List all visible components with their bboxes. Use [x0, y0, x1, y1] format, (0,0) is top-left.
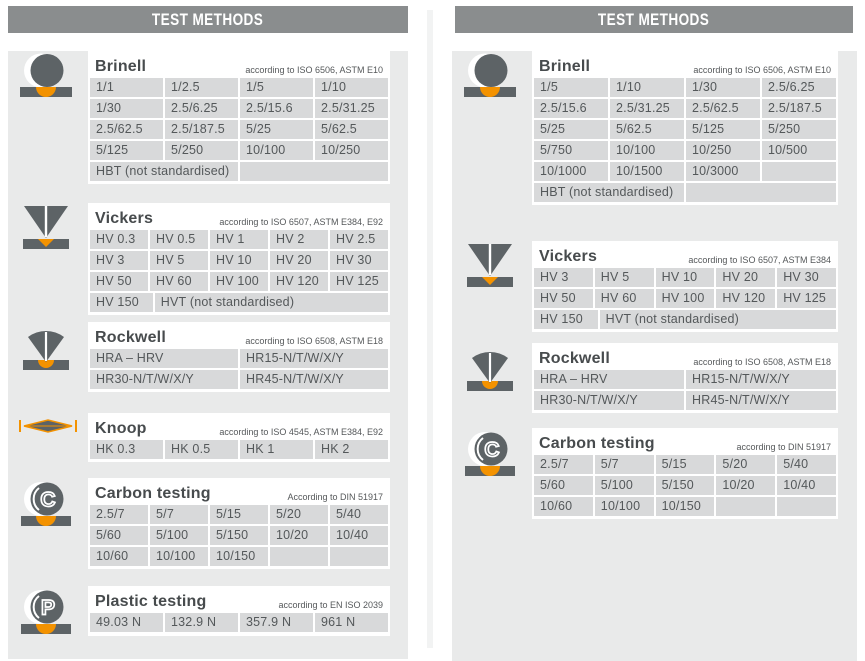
table-row	[534, 455, 836, 474]
table-cell: 1/10	[610, 78, 684, 97]
table-cell: 49.03 N	[90, 613, 163, 632]
table-cell: HV 150	[90, 293, 153, 312]
panel-body-0	[8, 51, 408, 659]
carbon-ball-icon	[452, 428, 532, 519]
section-knoop	[8, 413, 390, 462]
method-block	[532, 51, 838, 205]
table-cell: 10/500	[762, 141, 836, 160]
section-carbon	[8, 478, 390, 569]
table-cell: 1/10	[315, 78, 388, 97]
method-standard: according to EN ISO 2039	[278, 600, 383, 610]
method-block	[88, 51, 390, 184]
table-cell: 2.5/6.25	[165, 99, 238, 118]
table-cell-empty	[777, 497, 836, 516]
method-title-row	[534, 53, 836, 76]
table-row	[534, 120, 836, 139]
method-title: Rockwell	[539, 350, 610, 367]
page-title: TEST METHODS	[598, 9, 710, 29]
svg-text:P: P	[40, 596, 56, 620]
table-cell: 10/1500	[610, 162, 684, 181]
table-cell: 10/40	[330, 526, 388, 545]
table-cell: 1/30	[686, 78, 760, 97]
method-title-row	[534, 345, 836, 368]
table-cell: 2.5/15.6	[240, 99, 313, 118]
table-row	[90, 370, 388, 389]
table-row	[90, 505, 388, 524]
table-cell: 5/100	[150, 526, 208, 545]
table-cell: HRA – HRV	[90, 349, 238, 368]
table-row	[534, 476, 836, 495]
table-cell: 5/20	[716, 455, 775, 474]
table-row	[90, 526, 388, 545]
method-standard: according to DIN 51917	[736, 442, 831, 452]
method-block	[88, 413, 390, 462]
table-cell: HV 125	[777, 289, 836, 308]
table-cell: 1/5	[534, 78, 608, 97]
knoop-indenter-icon	[8, 413, 88, 462]
table-row	[534, 78, 836, 97]
table-cell: HR15-N/T/W/X/Y	[240, 349, 388, 368]
table-cell: HR15-N/T/W/X/Y	[686, 370, 836, 389]
method-title-row	[90, 588, 388, 611]
table-row	[90, 251, 388, 270]
table-row	[534, 141, 836, 160]
table-cell: 5/25	[534, 120, 608, 139]
table-cell: 5/150	[656, 476, 715, 495]
method-title-row	[90, 324, 388, 347]
table-cell: HVT (not standardised)	[155, 293, 388, 312]
table-cell: 10/100	[150, 547, 208, 566]
table-cell: 2.5/31.25	[315, 99, 388, 118]
section-carbon	[452, 428, 838, 519]
table-cell: HV 30	[330, 251, 388, 270]
table-row	[90, 78, 388, 97]
table-cell: 132.9 N	[165, 613, 238, 632]
table-cell: HV 150	[534, 310, 598, 329]
vickers-indenter-icon	[452, 241, 532, 332]
table-cell: 1/1	[90, 78, 163, 97]
table-cell: HVT (not standardised)	[600, 310, 836, 329]
table-cell-empty	[270, 547, 328, 566]
table-cell: 10/60	[90, 547, 148, 566]
method-block	[88, 586, 390, 636]
table-cell: 5/250	[165, 141, 238, 160]
table-cell: HRA – HRV	[534, 370, 684, 389]
table-cell: HR45-N/T/W/X/Y	[240, 370, 388, 389]
table-cell: HV 5	[150, 251, 208, 270]
table-cell: 5/15	[210, 505, 268, 524]
method-title: Carbon testing	[539, 435, 655, 452]
table-cell: 5/7	[595, 455, 654, 474]
table-row	[534, 289, 836, 308]
table-cell: HV 10	[656, 268, 715, 287]
table-cell: HV 2.5	[330, 230, 388, 249]
table-cell: 2.5/7	[90, 505, 148, 524]
table-cell: HV 60	[595, 289, 654, 308]
method-title-row	[90, 53, 388, 76]
table-cell: HV 125	[330, 272, 388, 291]
table-cell: 5/25	[240, 120, 313, 139]
table-cell: 5/7	[150, 505, 208, 524]
table-row	[90, 162, 388, 181]
table-cell-empty	[716, 497, 775, 516]
method-title-row	[90, 415, 388, 438]
table-cell: 2.5/187.5	[165, 120, 238, 139]
method-block	[532, 343, 838, 413]
method-title-row	[534, 243, 836, 266]
table-cell: 2.5/187.5	[762, 99, 836, 118]
table-cell: 5/62.5	[315, 120, 388, 139]
method-title-row	[90, 480, 388, 503]
table-cell: HBT (not standardised)	[534, 183, 684, 202]
panel-body-1	[452, 51, 857, 661]
table-cell: 10/100	[240, 141, 313, 160]
table-row	[90, 99, 388, 118]
method-block	[88, 203, 390, 315]
section-rockwell	[452, 343, 838, 413]
table-cell: 1/2.5	[165, 78, 238, 97]
table-cell: 5/125	[686, 120, 760, 139]
table-cell: 2.5/15.6	[534, 99, 608, 118]
table-cell: HV 120	[716, 289, 775, 308]
table-cell: HBT (not standardised)	[90, 162, 238, 181]
table-cell: HR45-N/T/W/X/Y	[686, 391, 836, 410]
method-title-row	[534, 430, 836, 453]
table-cell: 10/1000	[534, 162, 608, 181]
ball-indenter-icon	[8, 51, 88, 184]
method-title: Vickers	[95, 210, 154, 227]
table-cell: 5/150	[210, 526, 268, 545]
table-cell: 5/40	[330, 505, 388, 524]
table-cell: 10/150	[656, 497, 715, 516]
table-cell: HK 0.3	[90, 440, 163, 459]
method-standard: according to ISO 6508, ASTM E18	[693, 357, 831, 367]
table-row	[90, 349, 388, 368]
table-cell: 10/40	[777, 476, 836, 495]
table-cell: 2.5/31.25	[610, 99, 684, 118]
table-cell: 5/250	[762, 120, 836, 139]
table-row	[534, 183, 836, 202]
table-row	[534, 370, 836, 389]
method-title: Knoop	[95, 420, 147, 437]
right-page	[452, 6, 857, 661]
table-cell: HV 2	[270, 230, 328, 249]
method-title: Vickers	[539, 248, 598, 265]
table-cell-empty	[686, 183, 836, 202]
table-cell: HV 20	[270, 251, 328, 270]
table-cell: 2.5/7	[534, 455, 593, 474]
section-plastic	[8, 586, 390, 636]
table-cell: 1/5	[240, 78, 313, 97]
section-vickers	[452, 241, 838, 332]
table-cell: HV 3	[90, 251, 148, 270]
section-brinell	[8, 51, 390, 184]
table-row	[90, 547, 388, 566]
table-cell: 5/40	[777, 455, 836, 474]
table-cell: HK 0.5	[165, 440, 238, 459]
table-cell-empty	[240, 162, 388, 181]
method-title: Rockwell	[95, 329, 166, 346]
table-row	[534, 268, 836, 287]
table-row	[90, 613, 388, 632]
table-cell: 2.5/6.25	[762, 78, 836, 97]
carbon-ball-icon	[8, 478, 88, 569]
table-cell: 10/100	[595, 497, 654, 516]
method-block	[88, 322, 390, 392]
method-standard: according to ISO 6507, ASTM E384, E92	[219, 217, 383, 227]
table-cell: 10/20	[270, 526, 328, 545]
table-cell: 961 N	[315, 613, 388, 632]
table-cell: 1/30	[90, 99, 163, 118]
table-cell: HV 0.5	[150, 230, 208, 249]
method-standard: according to ISO 6506, ASTM E10	[693, 65, 831, 75]
table-cell: HV 100	[656, 289, 715, 308]
table-cell: 5/60	[534, 476, 593, 495]
table-row	[90, 440, 388, 459]
section-vickers	[8, 203, 390, 315]
table-cell: 10/20	[716, 476, 775, 495]
ball-indenter-icon	[452, 51, 532, 205]
right-page-header	[455, 6, 853, 33]
table-cell: 357.9 N	[240, 613, 313, 632]
table-cell: HV 1	[210, 230, 268, 249]
table-cell: HV 5	[595, 268, 654, 287]
method-block	[88, 478, 390, 569]
table-row	[90, 120, 388, 139]
table-cell: HV 100	[210, 272, 268, 291]
method-block	[532, 241, 838, 332]
method-standard: according to ISO 4545, ASTM E384, E92	[219, 427, 383, 437]
method-title: Brinell	[95, 58, 147, 75]
method-title: Carbon testing	[95, 485, 211, 502]
table-cell: HV 10	[210, 251, 268, 270]
table-cell: HV 0.3	[90, 230, 148, 249]
table-cell: 10/150	[210, 547, 268, 566]
table-row	[534, 310, 836, 329]
table-row	[90, 272, 388, 291]
method-standard: according to ISO 6507, ASTM E384	[688, 255, 831, 265]
method-standard: according to ISO 6506, ASTM E10	[245, 65, 383, 75]
table-cell: HV 20	[716, 268, 775, 287]
table-cell: 5/20	[270, 505, 328, 524]
table-cell: HR30-N/T/W/X/Y	[90, 370, 238, 389]
table-cell: HV 50	[534, 289, 593, 308]
table-row	[534, 99, 836, 118]
page-edge-divider	[427, 10, 433, 648]
method-title: Plastic testing	[95, 593, 207, 610]
page-title: TEST METHODS	[152, 9, 264, 29]
table-cell: HR30-N/T/W/X/Y	[534, 391, 684, 410]
rockwell-indenter-icon	[452, 343, 532, 413]
table-cell: 5/62.5	[610, 120, 684, 139]
method-standard: according to ISO 6508, ASTM E18	[245, 336, 383, 346]
rockwell-indenter-icon	[8, 322, 88, 392]
table-cell: 5/60	[90, 526, 148, 545]
table-cell-empty	[762, 162, 836, 181]
table-row	[90, 293, 388, 312]
table-cell: 10/60	[534, 497, 593, 516]
table-cell: 5/125	[90, 141, 163, 160]
left-page-header	[8, 6, 408, 33]
plastic-ball-icon	[8, 586, 88, 636]
table-cell: HK 1	[240, 440, 313, 459]
table-cell: HV 3	[534, 268, 593, 287]
table-row	[90, 230, 388, 249]
left-page	[8, 6, 408, 659]
table-cell: 10/250	[315, 141, 388, 160]
method-title: Brinell	[539, 58, 591, 75]
table-cell: 10/100	[610, 141, 684, 160]
table-cell: HK 2	[315, 440, 388, 459]
svg-text:C: C	[484, 438, 500, 462]
section-brinell	[452, 51, 838, 205]
section-rockwell	[8, 322, 390, 392]
method-standard: According to DIN 51917	[287, 492, 383, 502]
vickers-indenter-icon	[8, 203, 88, 315]
table-row	[534, 162, 836, 181]
table-cell: 5/750	[534, 141, 608, 160]
method-title-row	[90, 205, 388, 228]
method-block	[532, 428, 838, 519]
svg-text:C: C	[40, 488, 56, 512]
table-cell: 2.5/62.5	[90, 120, 163, 139]
table-cell: HV 120	[270, 272, 328, 291]
table-row	[90, 141, 388, 160]
table-row	[534, 391, 836, 410]
table-row	[534, 497, 836, 516]
table-cell: 5/15	[656, 455, 715, 474]
table-cell: HV 50	[90, 272, 148, 291]
table-cell: 10/250	[686, 141, 760, 160]
table-cell: HV 30	[777, 268, 836, 287]
table-cell: HV 60	[150, 272, 208, 291]
table-cell: 5/100	[595, 476, 654, 495]
table-cell: 10/3000	[686, 162, 760, 181]
table-cell-empty	[330, 547, 388, 566]
table-cell: 2.5/62.5	[686, 99, 760, 118]
